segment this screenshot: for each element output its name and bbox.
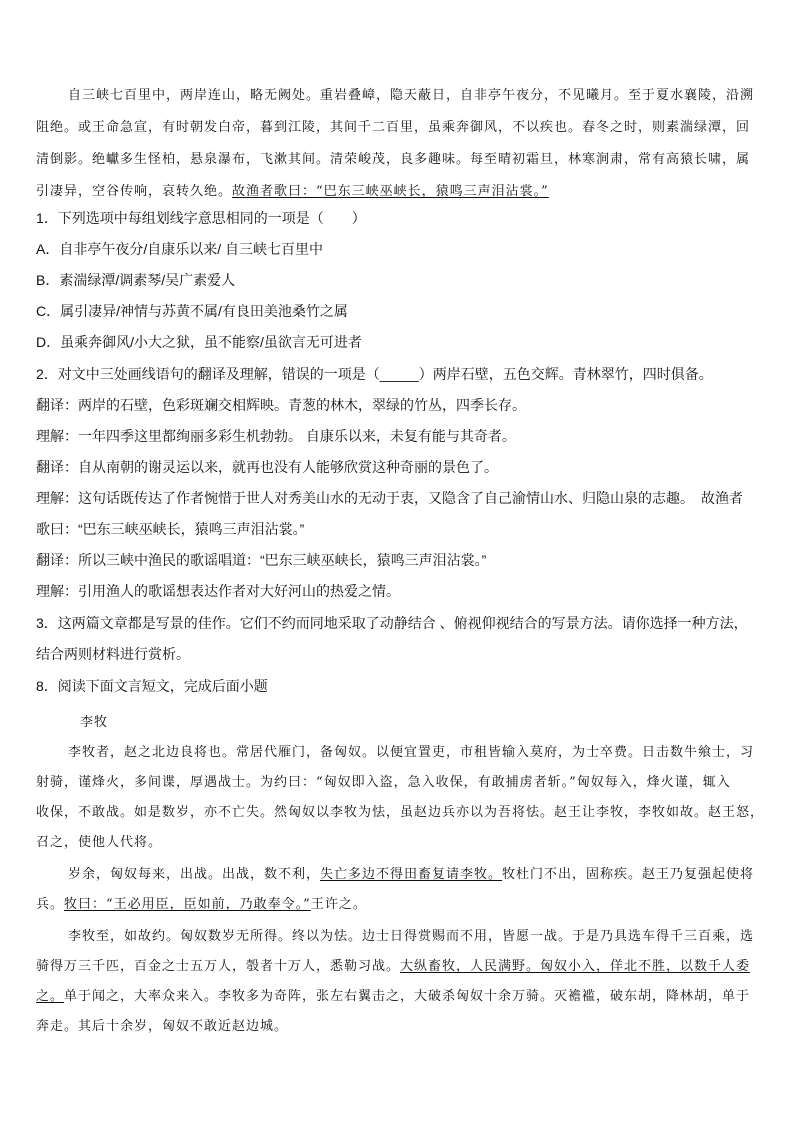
q8-para3-line-1: 李牧至，如故约。匈奴数岁无所得。终以为怯。边士日得赏赐而不用，皆愿一战。于是乃具选车得千三百乘，选	[68, 929, 755, 944]
q8-para1-line-3: 收保，不敢战。如是数岁，亦不亡失。然匈奴以李牧为怯，虽赵边兵亦以为吾将怯。赵王让李牧，李牧如故。赵王怒，	[36, 805, 765, 820]
q8-para2-line-1	[68, 863, 774, 882]
q8-heading: 8．阅读下面文言短文，完成后面小题	[36, 678, 268, 694]
q2-line-1: 翻译：两岸的石壁，色彩斑斓交相辉映。青葱的林木，翠绿的竹丛，四季长存。	[36, 397, 526, 413]
passage1-underlined-quote: 故渔者歌曰：“巴东三峡巫峡长，猿鸣三声泪沾裳。”	[232, 184, 549, 199]
q8-para2-underlined-2: 牧曰：“王必用臣，臣如前，乃敢奉令。”	[64, 897, 311, 912]
q8-para2-line-1-rest: 牧杜门不出，固称疾。赵王乃复强起使将	[502, 867, 755, 882]
q8-para3-underlined-1: 大纵畜牧，人民满野。匈奴小入，佯北不胜，以数千人委	[400, 959, 751, 974]
passage1-line-3: 清倒影。绝巘多生怪柏，悬泉瀑布，飞漱其间。清荣峻茂，良多趣味。每至晴初霜旦，林寒涧肃，常有高猿长啸，属	[36, 152, 751, 167]
q2-line-5: 歌曰：“巴东三峡巫峡长，猿鸣三声泪沾裳。”	[36, 521, 305, 537]
q8-para3-underlined-2: 之。	[36, 989, 65, 1004]
q2-stem: 2．对文中三处画线语句的翻译及理解，错误的一项是（_____）两岸石壁，五色交辉。青林翠竹，四时俱备。	[36, 366, 713, 382]
q1-option-a: A．自非亭午夜分/自康乐以来/ 自三峡七百里中	[36, 241, 324, 257]
q8-para3-line-3	[36, 985, 774, 1004]
q8-para1-line-2: 射骑，谨烽火，多间谍，厚遇战士。为约曰：“匈奴即入盗，急入收保，有敢捕虏者斩。”匈奴每入，烽火谨，辄入	[36, 775, 731, 790]
q8-para2-line-2	[36, 893, 774, 912]
q8-para2-underlined-1: 失亡多边不得田畜复请李牧。	[320, 867, 503, 882]
q8-passage-title: 李牧	[80, 715, 109, 730]
passage1-line-2: 阻绝。或王命急宣，有时朝发白帝，暮到江陵，其间千二百里，虽乘奔御风，不以疾也。春冬之时，则素湍绿潭，回	[36, 120, 751, 135]
q8-para1-line-1: 李牧者，赵之北边良将也。常居代雁门，备匈奴。以便宜置吏，市租皆输入莫府，为士卒费。日击数牛飨士，习	[68, 745, 755, 760]
q1-option-c: C．属引凄异/神情与苏黄不属/有良田美池桑竹之属	[36, 303, 348, 319]
q1-option-b: B．素湍绿潭/调素琴/吴广素爱人	[36, 272, 236, 288]
q3-line-2: 结合两则材料进行赏析。	[36, 646, 190, 662]
q2-line-6: 翻译：所以三峡中渔民的歌谣唱道：“巴东三峡巫峡长，猿鸣三声泪沾裳。”	[36, 552, 487, 568]
q8-para3-line-2	[36, 955, 774, 974]
passage1-line-4	[36, 180, 774, 199]
q2-line-7: 理解：引用渔人的歌谣想表达作者对大好河山的热爱之情。	[36, 583, 400, 599]
q8-para3-line-4: 奔走。其后十余岁，匈奴不敢近赵边城。	[36, 1019, 289, 1034]
q1-stem: 1．下列选项中每组划线字意思相同的一项是（ ）	[36, 210, 366, 226]
q8-para3-line-2-text: 骑得万三千匹，百金之士五万人，彀者十万人，悉勒习战。	[36, 959, 401, 974]
q2-line-3: 翻译：自从南朝的谢灵运以来，就再也没有人能够欣赏这种奇丽的景色了。	[36, 459, 498, 475]
q8-para2-line-2-text: 兵。	[36, 897, 65, 912]
q1-option-d: D．虽乘奔御风/小大之狱，虽不能察/虽欲言无可进者	[36, 334, 362, 350]
q8-para1-line-4: 召之，使他人代将。	[36, 835, 163, 850]
q8-para2-line-1-text: 岁余，匈奴每来，出战。出战，数不利，	[68, 867, 321, 882]
q2-line-2: 理解：一年四季这里都绚丽多彩生机勃勃。 自康乐以来，未复有能与其奇者。	[36, 428, 516, 444]
passage1-line-4-text: 引凄异，空谷传响，哀转久绝。	[36, 184, 233, 199]
q2-line-4: 理解：这句话既传达了作者惋惜于世人对秀美山水的无动于衷，又隐含了自己渝情山水、归隐山泉的志趣。 故渔者	[36, 490, 743, 506]
passage1-line-1: 自三峡七百里中，两岸连山，略无阙处。重岩叠嶂，隐天蔽日，自非亭午夜分，不见曦月。至于夏水襄陵，沿溯	[68, 88, 755, 103]
q3-line-1: 3．这两篇文章都是写景的佳作。它们不约而同地采取了动静结合 、俯视仰视结合的写景方法。请你选择一种方法，	[36, 615, 748, 631]
q8-para2-line-2-rest: 王许之。	[310, 897, 367, 912]
q8-para3-line-3-rest: 单于闻之，大率众来入。李牧多为奇阵，张左右翼击之，大破杀匈奴十余万骑。灭襜褴，破东胡，降林胡，单于	[64, 989, 751, 1004]
